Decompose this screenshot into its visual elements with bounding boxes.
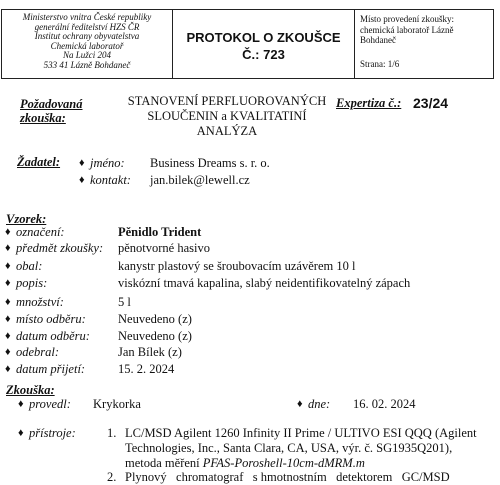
instrument-line: Plynový chromatograf s hmotnostním detektorem GC/MSD — [125, 470, 450, 484]
exam-date-label: dne: — [308, 397, 331, 411]
sample-field-value: Neuvedeno (z) — [118, 312, 192, 326]
requested-test-label: Požadovaná — [20, 97, 83, 111]
applicant-contact-label: kontakt: — [90, 173, 131, 187]
issuer-line: generální ředitelství HZS ČR — [34, 21, 140, 32]
sample-field-label: místo odběru: — [16, 312, 86, 326]
issuer-line: Ministerstvo vnitra České republiky — [22, 12, 152, 22]
place-value: chemická laboratoř Lázně — [360, 25, 454, 35]
bullet-icon: ♦ — [18, 427, 24, 439]
instrument-line — [125, 456, 365, 471]
place-label: Místo provedení zkoušky: — [360, 14, 454, 24]
requested-test-title-line: ANALÝZA — [196, 124, 258, 138]
issuer-line: 533 41 Lázně Bohdaneč — [43, 59, 131, 70]
bullet-icon: ♦ — [5, 260, 11, 272]
sample-field-label: množství: — [16, 295, 64, 309]
applicant-contact: jan.bilek@lewell.cz — [150, 173, 250, 187]
sample-field-label: předmět zkoušky: — [16, 241, 104, 255]
protocol-number: Č.: 723 — [242, 47, 285, 62]
issuer-address — [2, 13, 172, 70]
title-block — [173, 10, 355, 78]
instrument-method-prefix: metoda měření — [125, 456, 203, 470]
sample-field-label: popis: — [16, 276, 48, 290]
applicant-name: Business Dreams s. r. o. — [150, 156, 270, 170]
instrument-number: 2. — [107, 470, 117, 484]
instruments-label: přístroje: — [29, 426, 76, 440]
instrument-line: LC/MSD Agilent 1260 Infinity II Prime / ULTIVO ESI QQQ (Agilent — [125, 426, 477, 440]
sample-field-value: kanystr plastový se šroubovacím uzávěrem 10 l — [118, 259, 356, 273]
bullet-icon: ♦ — [5, 277, 11, 289]
bullet-icon: ♦ — [5, 226, 11, 238]
bullet-icon: ♦ — [5, 296, 11, 308]
issuer-line: Chemická laboratoř — [50, 40, 124, 51]
bullet-icon: ♦ — [5, 313, 11, 325]
applicant-name-label: jméno: — [90, 156, 125, 170]
issuer-line: Institut ochrany obyvatelstva — [34, 31, 140, 41]
sample-label: Vzorek: — [6, 212, 47, 226]
sample-field-label: odebral: — [16, 345, 60, 359]
expertise-label: Expertiza č.: — [336, 96, 402, 110]
bullet-icon: ♦ — [79, 157, 85, 169]
exam-label: Zkouška: — [6, 383, 55, 397]
instrument-method: PFAS-Poroshell-10cm-dMRM.m — [202, 456, 365, 470]
sample-field-label: označení: — [16, 225, 65, 239]
sample-field-value: 15. 2. 2024 — [118, 362, 175, 376]
exam-date: 16. 02. 2024 — [353, 397, 416, 411]
instrument-number: 1. — [107, 426, 117, 440]
place-block — [355, 10, 493, 78]
bullet-icon: ♦ — [5, 363, 11, 375]
protocol-title: PROTOKOL O ZKOUŠCE — [186, 30, 341, 45]
requested-test-title — [108, 94, 346, 139]
sample-field-label: obal: — [16, 259, 43, 273]
sample-field-value: Neuvedeno (z) — [118, 329, 192, 343]
requested-test-label: zkouška: — [20, 111, 66, 125]
sample-field-value: pěnotvorné hasivo — [118, 241, 210, 255]
bullet-icon: ♦ — [5, 330, 11, 342]
issuer-line: Na Lužci 204 — [62, 50, 111, 60]
issuer-block — [2, 10, 173, 78]
sample-field-label: datum přijetí: — [16, 362, 86, 376]
sample-field-value: 5 l — [118, 295, 131, 309]
requested-test-title-line: SLOUČENIN a KVALITATINÍ — [147, 109, 307, 123]
performed-by: Krykorka — [93, 397, 141, 411]
expertise-number: 23/24 — [413, 95, 449, 111]
applicant-label: Žadatel: — [17, 155, 61, 169]
sample-field-label: datum odběru: — [16, 329, 90, 343]
sample-field-value: Pěnidlo Trident — [118, 225, 202, 239]
bullet-icon: ♦ — [79, 174, 85, 186]
bullet-icon: ♦ — [5, 346, 11, 358]
requested-test-title-line: STANOVENÍ PERFLUOROVANÝCH — [127, 94, 327, 108]
bullet-icon: ♦ — [5, 242, 11, 254]
page-number: Strana: 1/6 — [360, 59, 400, 69]
protocol-header — [1, 9, 494, 79]
sample-field-value: viskózní tmavá kapalina, slabý neidentifikovatelný zápach — [118, 276, 411, 290]
performed-by-label: provedl: — [29, 397, 71, 411]
sample-field-value: Jan Bílek (z) — [118, 345, 182, 359]
instrument-line: Technologies, Inc., Santa Clara, CA, USA, výr. č. SG1935Q201), — [125, 441, 453, 455]
bullet-icon: ♦ — [18, 398, 24, 410]
bullet-icon: ♦ — [297, 398, 303, 410]
place-value: Bohdaneč — [360, 35, 396, 45]
